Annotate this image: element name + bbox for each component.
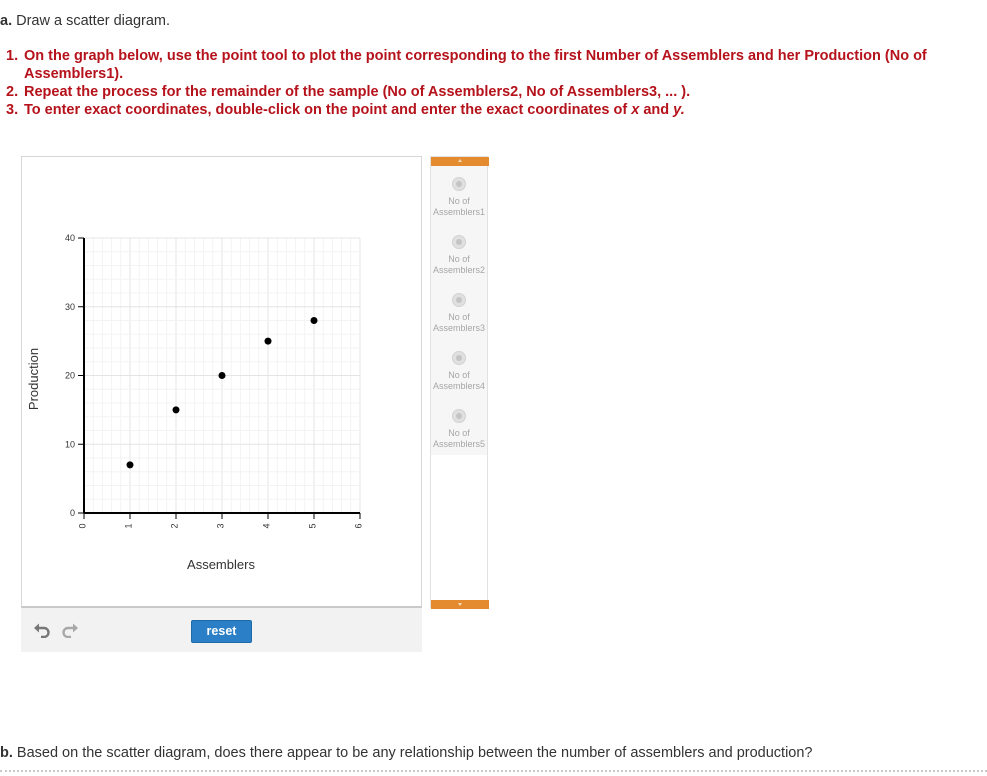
- palette-item-2[interactable]: [431, 230, 487, 288]
- instruction-1-text: On the graph below, use the point tool to plot the point corresponding to the first Number of Assemblers and her Production (No of Assemblers1).: [24, 48, 927, 82]
- radio-icon: [452, 177, 466, 191]
- instruction-2-number: 2.: [6, 84, 19, 100]
- reset-button[interactable]: reset: [191, 620, 252, 643]
- x-axis-label: Assemblers: [187, 557, 255, 572]
- data-point-4[interactable]: [265, 338, 272, 345]
- instruction-3-x: x: [631, 102, 640, 118]
- palette-item-label: [431, 428, 487, 450]
- x-tick-label: 2: [169, 523, 180, 529]
- x-tick-label: 6: [353, 523, 364, 529]
- palette-item-line1: No of: [448, 370, 470, 380]
- instruction-3-and: and: [639, 102, 674, 118]
- chart-ticks: [65, 233, 363, 529]
- palette-item-label: [431, 254, 487, 276]
- point-palette: [430, 156, 488, 608]
- question-b-letter: b.: [0, 745, 13, 761]
- question-a-text: Draw a scatter diagram.: [12, 13, 171, 29]
- divider: [0, 770, 987, 772]
- palette-item-line1: No of: [448, 428, 470, 438]
- x-tick-label: 4: [261, 523, 272, 529]
- palette-scroll-down[interactable]: [431, 600, 489, 609]
- palette-item-label: [431, 312, 487, 334]
- scatter-chart[interactable]: [22, 157, 421, 606]
- palette-item-1[interactable]: [431, 172, 487, 230]
- instruction-3-number: 3.: [6, 102, 19, 118]
- palette-item-label: [431, 370, 487, 392]
- palette-item-3[interactable]: [431, 288, 487, 346]
- y-tick-label: 30: [64, 301, 75, 312]
- scroll-up-icon: [458, 159, 462, 162]
- question-a: [0, 13, 170, 29]
- undo-icon[interactable]: [33, 622, 51, 638]
- palette-item-line1: No of: [448, 254, 470, 264]
- instruction-2: [4, 83, 964, 101]
- data-point-3[interactable]: [219, 372, 226, 379]
- instruction-2-text: Repeat the process for the remainder of the sample (No of Assemblers2, No of Assemblers3, ... ).: [24, 84, 691, 100]
- data-point-5[interactable]: [311, 317, 318, 324]
- y-tick-label: 0: [69, 508, 75, 518]
- x-tick-label: 1: [123, 523, 134, 529]
- question-a-letter: a.: [0, 13, 13, 29]
- y-axis-label: Production: [26, 347, 41, 411]
- graph-panel[interactable]: [21, 156, 422, 608]
- graph-toolbar: [21, 608, 422, 652]
- scroll-down-icon: [458, 603, 462, 606]
- data-point-1[interactable]: [127, 461, 134, 468]
- instruction-1: [4, 47, 964, 83]
- palette-item-line2: Assemblers2: [432, 265, 486, 275]
- instruction-1-number: 1.: [6, 48, 19, 64]
- palette-item-line2: Assemblers1: [432, 207, 486, 217]
- palette-item-line1: No of: [448, 312, 470, 322]
- palette-item-line2: Assemblers4: [432, 381, 486, 391]
- radio-icon: [452, 235, 466, 249]
- palette-scroll-up[interactable]: [431, 157, 489, 166]
- x-tick-label: 5: [307, 523, 318, 529]
- x-tick-label: 0: [77, 523, 88, 529]
- radio-icon: [452, 293, 466, 307]
- palette-item-4[interactable]: [431, 346, 487, 404]
- instruction-3: [4, 101, 964, 119]
- instruction-3-y: y: [673, 102, 681, 118]
- question-b-text: Based on the scatter diagram, does there appear to be any relationship between the number of assemblers and production?: [12, 745, 813, 761]
- y-tick-label: 20: [64, 370, 75, 381]
- instructions: [4, 47, 964, 119]
- palette-list: [431, 166, 487, 455]
- y-tick-label: 10: [64, 439, 75, 450]
- palette-item-5[interactable]: [431, 404, 487, 462]
- data-point-2[interactable]: [173, 406, 180, 413]
- y-tick-label: 40: [64, 233, 75, 243]
- palette-item-label: [431, 196, 487, 218]
- radio-icon: [452, 351, 466, 365]
- instruction-3-text: To enter exact coordinates, double-click on the point and enter the exact coordinates of: [24, 102, 632, 118]
- palette-item-line2: Assemblers5: [432, 439, 486, 449]
- instruction-3-end: .: [680, 102, 685, 118]
- redo-icon[interactable]: [61, 622, 79, 638]
- radio-icon: [452, 409, 466, 423]
- palette-item-line2: Assemblers3: [432, 323, 486, 333]
- x-tick-label: 3: [215, 523, 226, 529]
- palette-item-line1: No of: [448, 196, 470, 206]
- question-b: [0, 745, 813, 761]
